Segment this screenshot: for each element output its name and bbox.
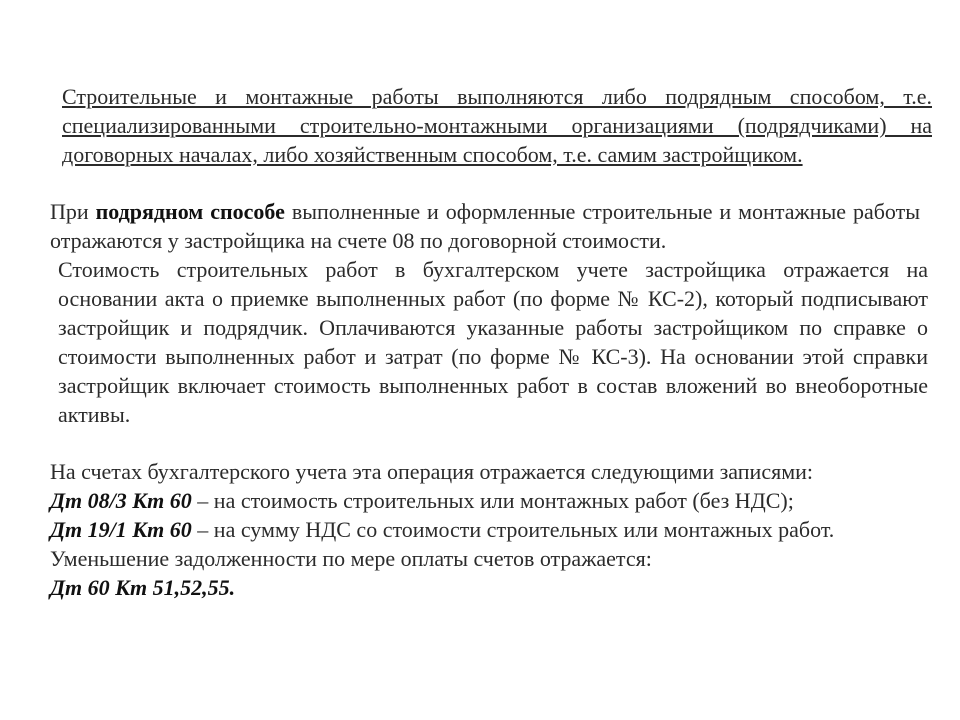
entry-2 [50,515,920,544]
paragraph-construction-cost: Стоимость строительных работ в бухгалтерском учете застройщика отражается на основании акта о приемке выполненных работ (по форме № КС-2), который подписывают застройщик и подрядчик. Оплачиваются указанные работы застройщиком по справке о стоимости выполненных работ и затрат (по форме № КС-3). На основании этой справки застройщик включает стоимость выполненных работ в состав вложений во внеоборотные активы. [58,257,928,427]
entry-1-text: – на стоимость строительных или монтажных работ (без НДС); [191,488,794,513]
entry-3-code: Дт 60 Кт 51,52,55. [50,575,236,600]
entry-2-text: – на сумму НДС со стоимости строительных или монтажных работ. [191,517,835,542]
entry-1-code: Дт 08/3 Кт 60 [50,488,192,513]
paragraph2-prefix: При [50,199,96,224]
paragraph-contract-method [50,197,920,255]
paragraph2-suffix: выполненные и оформленные строительные и монтажные работы отражаются у застройщика на счете 08 по договорной стоимости. [50,199,921,253]
contract-method-term: подрядном способе [95,199,285,224]
entries-intro: На счетах бухгалтерского учета эта операция отражается следующими записями: [50,459,814,484]
entry-1 [50,486,920,515]
paragraph-contracting-methods: Строительные и монтажные работы выполняются либо подрядным способом, т.е. специализированными строительно-монтажными организациями (подрядчиками) на договорных началах, либо хозяйственным способом, т.е. самим застройщиком. [62,84,932,167]
entry-2-code: Дт 19/1 Кт 60 [50,517,192,542]
decrease-text: Уменьшение задолженности по мере оплаты счетов отражается: [50,546,652,571]
accounting-entries [50,457,920,602]
